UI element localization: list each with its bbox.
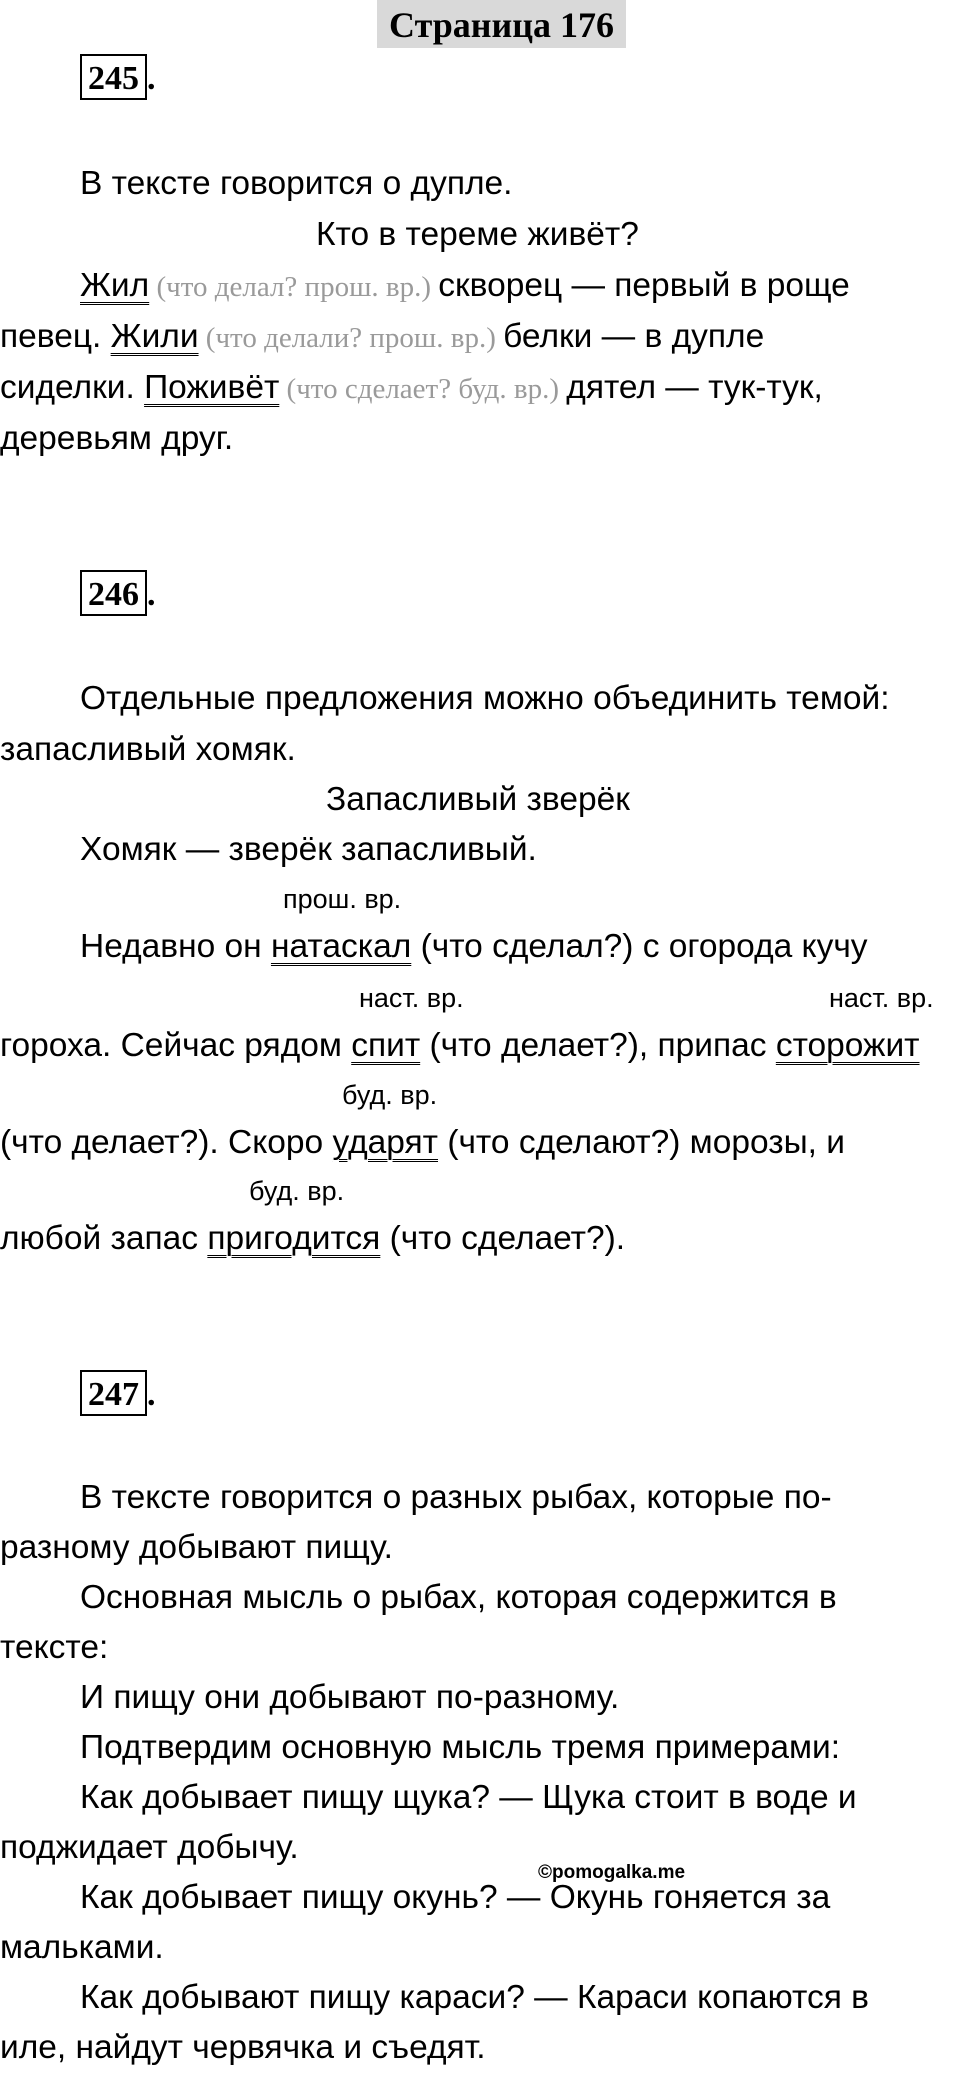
tense-note: наст. вр.	[829, 983, 934, 1013]
ex246-line-5	[80, 925, 868, 969]
gray-annotation: (что сделает? буд. вр.)	[279, 373, 567, 405]
text-segment: певец.	[0, 318, 111, 355]
text-segment: Недавно он	[80, 928, 271, 965]
ex247-line: Как добывает пищу щука? — Щука стоит в воде и	[80, 1779, 857, 1816]
tense-note: наст. вр.	[359, 983, 464, 1013]
underlined-verb: Жил	[80, 267, 150, 304]
ex245-line-4	[0, 315, 764, 360]
exercise-number-dot: .	[147, 60, 156, 97]
tense-note: буд. вр.	[249, 1176, 345, 1206]
exercise-number-box: 246	[80, 570, 147, 616]
text-segment: белки — в дупле	[503, 318, 765, 355]
text-segment: (что делает?), припас	[420, 1027, 776, 1064]
ex247-line: В тексте говорится о разных рыбах, которые по-	[80, 1479, 832, 1516]
text-segment: (что сделал?) с огорода кучу	[411, 928, 868, 965]
exercise-number-245	[80, 54, 156, 104]
underlined-verb: натаскал	[270, 928, 412, 965]
tense-note: прош. вр.	[283, 884, 402, 914]
ex245-line-6: деревьям друг.	[0, 420, 234, 457]
exercise-number-box: 245	[80, 54, 147, 100]
ex246-line-8	[0, 1217, 625, 1261]
tense-note: буд. вр.	[342, 1080, 438, 1110]
ex247-line: разному добывают пищу.	[0, 1529, 393, 1566]
ex247-line: И пищу они добывают по-разному.	[80, 1679, 620, 1716]
ex247-line: мальками.	[0, 1929, 164, 1966]
underlined-verb: сторожит	[775, 1027, 920, 1064]
underlined-verb: ударят	[332, 1124, 439, 1161]
text-segment: любой запас	[0, 1220, 208, 1257]
ex246-line-4: Хомяк — зверёк запасливый.	[80, 831, 537, 868]
underlined-verb: пригодится	[207, 1220, 381, 1257]
exercise-number-dot: .	[147, 576, 156, 613]
text-segment: (что делает?). Скоро	[0, 1124, 333, 1161]
exercise-number-box: 247	[80, 1370, 147, 1416]
ex247-line: Подтвердим основную мысль тремя примерами:	[80, 1729, 841, 1766]
ex246-line-7	[0, 1121, 845, 1165]
ex247-line: иле, найдут червячка и съедят.	[0, 2029, 486, 2066]
exercise-number-dot: .	[147, 1376, 156, 1413]
ex247-line: Как добывает пищу окунь? — Окунь гоняется за	[80, 1879, 831, 1916]
watermark: ©pomogalka.me	[538, 1862, 686, 1883]
ex245-title: Кто в тереме живёт?	[316, 216, 639, 253]
ex245-line-1: В тексте говорится о дупле.	[80, 165, 513, 202]
text-segment: (что сделают?) морозы, и	[438, 1124, 845, 1161]
text-segment: сиделки.	[0, 369, 145, 406]
gray-annotation: (что делали? прош. вр.)	[198, 322, 504, 354]
ex246-line-2: запасливый хомяк.	[0, 731, 296, 768]
ex245-line-5	[0, 366, 823, 411]
ex247-line: Основная мысль о рыбах, которая содержится в	[80, 1579, 837, 1616]
underlined-verb: спит	[351, 1027, 421, 1064]
underlined-verb: Поживёт	[144, 369, 280, 406]
ex246-line-6	[0, 1024, 920, 1068]
exercise-number-246	[80, 570, 156, 620]
ex247-line: тексте:	[0, 1629, 109, 1666]
underlined-verb: Жили	[110, 318, 199, 355]
text-segment: гороха. Сейчас рядом	[0, 1027, 352, 1064]
exercise-number-247	[80, 1370, 156, 1420]
ex246-line-1: Отдельные предложения можно объединить темой:	[80, 680, 890, 717]
ex247-line: поджидает добычу.	[0, 1829, 299, 1866]
text-segment: (что сделает?).	[380, 1220, 626, 1257]
ex246-title: Запасливый зверёк	[326, 781, 630, 818]
text-segment: скворец — первый в роще	[438, 267, 850, 304]
ex247-line: Как добывают пищу караси? — Караси копаются в	[80, 1979, 869, 2016]
gray-annotation: (что делал? прош. вр.)	[149, 271, 439, 303]
text-segment: дятел — тук-тук,	[566, 369, 823, 406]
ex245-line-3	[80, 264, 850, 309]
page-title: Страница 176	[389, 5, 614, 45]
